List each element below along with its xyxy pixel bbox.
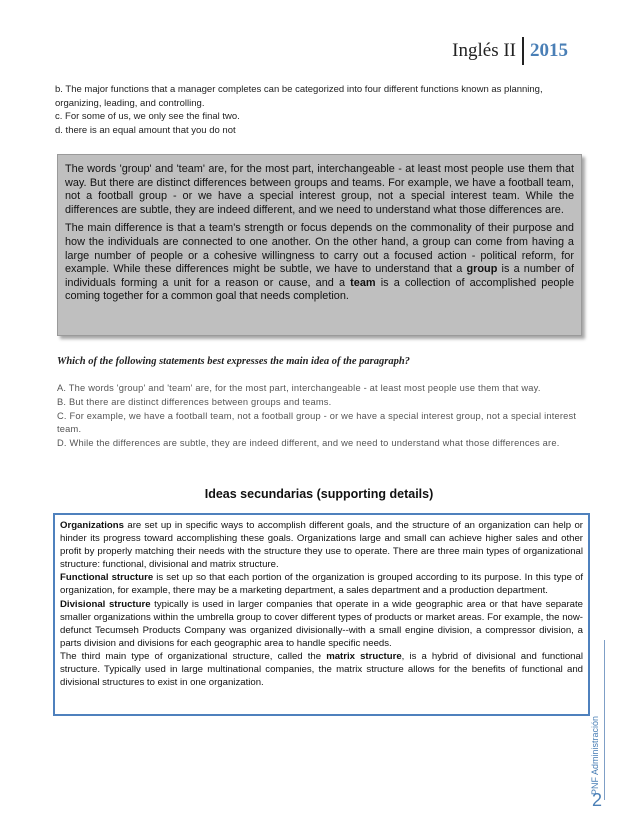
section-title: Ideas secundarias (supporting details) xyxy=(204,487,434,501)
option-b: b. The major functions that a manager completes can be categorized into four different functions known as planning, organizing, leading, and controlling. xyxy=(55,84,543,109)
reading-p2-text-a: The main difference is that a team's strength or focus depends on the commonality of their purpose and how the individuals are connected to one another. On the other hand, a group can come from having a large number of people or a cohesive willingness to carry out a focused action - political reform, for example. While these differences might be subtle, we have to understand that a xyxy=(65,222,574,276)
details-term-organizations: Organizations xyxy=(60,520,124,531)
details-p1-text: are set up in specific ways to accomplish different goals, and the structure of an organization can help or hinder its progress toward accomplishing these goals. Organizations large and small can achieve higher sales and other profit by properly matching their needs with the structure they use to operate. There are three main types of organizational structure: functional, divisional and matrix structure. xyxy=(60,520,583,571)
details-term-matrix: matrix structure xyxy=(326,650,402,662)
reading-p2-text-b: is a number of individuals forming a unit for a reason or cause, and a xyxy=(65,263,574,289)
side-label-container xyxy=(590,600,604,800)
header-subject: Inglés II xyxy=(452,40,516,61)
reading-paragraph-1: The words 'group' and 'team' are, for the most part, interchangeable - at least most people use them that way. But there are distinct differences between groups and teams. For example, we have a football team, not a football group - or we have a special interest group, not a special interest team. While the differences are subtle, they are indeed different, and we need to understand what those differences are. xyxy=(65,163,574,216)
reading-paragraph-2 xyxy=(65,222,574,304)
reading-p2-text-c: is a collection of accomplished people coming together for a common goal that needs completion. xyxy=(65,276,574,303)
details-term-divisional: Divisional structure xyxy=(60,598,151,610)
reading-group-term: group xyxy=(466,263,498,276)
details-p3-text: typically is used in larger companies that operate in a wide geographic area or that have separate smaller organizations within the umbrella group to cover different types of products or market areas. For example, the now-defunct Tecumseh Products Company was organized divisionally--with a small engine division, a compressor division, a parts division and divisions for each geographic area to handle specific needs. xyxy=(60,598,583,649)
reading-passage-box xyxy=(57,154,582,336)
page-header xyxy=(452,36,568,66)
side-label: PNF Administración xyxy=(590,715,600,795)
answer-d: D. While the differences are subtle, they are indeed different, and we need to understand what those differences are. xyxy=(57,438,560,448)
answer-b: B. But there are distinct differences between groups and teams. xyxy=(57,397,332,407)
option-c: c. For some of us, we only see the final two. xyxy=(55,111,240,122)
details-paragraph-4 xyxy=(60,650,583,689)
page-number: 2 xyxy=(592,790,603,810)
details-p2-text: is set up so that each portion of the organization is grouped according to its purpose. In this type of organization, for example, there may be a marketing department, a sales department and a production department. xyxy=(60,572,583,597)
details-p4-text-a: The third main type of organizational structure, called the xyxy=(60,650,327,662)
details-p4-text-b: , is a hybrid of divisional and functional structure. Typically used in large multinational companies, the matrix structure allows for the benefits of functional and divisional structures to exist in one organization. xyxy=(60,650,583,689)
answer-options xyxy=(57,382,585,451)
details-paragraph-2 xyxy=(60,571,583,597)
question-text: Which of the following statements best expresses the main idea of the paragraph? xyxy=(57,356,410,367)
details-term-functional: Functional structure xyxy=(60,572,154,584)
header-year: 2015 xyxy=(530,40,568,61)
reading-team-term: team xyxy=(350,276,376,289)
details-paragraph-1 xyxy=(60,519,583,571)
side-divider xyxy=(604,640,605,800)
answer-c: C. For example, we have a football team, not a football group - or we have a special interest group, not a special interest team. xyxy=(57,411,577,434)
supporting-details-box xyxy=(53,513,590,716)
option-d: d. there is an equal amount that you do not xyxy=(55,124,236,136)
previous-options xyxy=(55,83,585,137)
answer-a: A. The words 'group' and 'team' are, for the most part, interchangeable - at least most people use them that way. xyxy=(57,383,541,393)
details-paragraph-3 xyxy=(60,598,583,650)
